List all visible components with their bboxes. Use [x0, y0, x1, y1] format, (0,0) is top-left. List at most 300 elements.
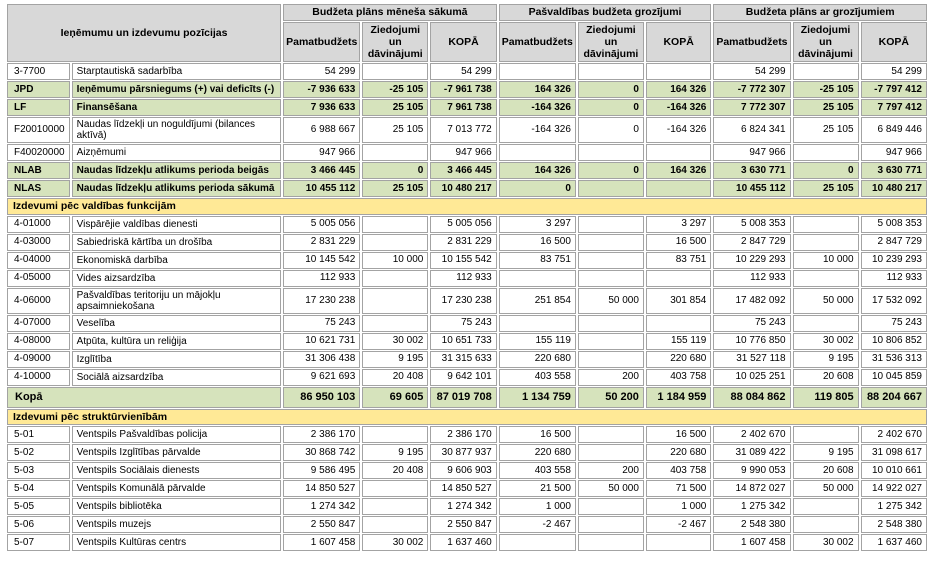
value-cell: 10 045 859	[861, 369, 927, 386]
value-cell: 30 002	[793, 534, 859, 551]
positions-column-header: Ieņēmumu un izdevumu pozīcijas	[7, 4, 281, 62]
value-cell: 10 806 852	[861, 333, 927, 350]
value-cell: 0	[578, 81, 644, 98]
value-cell: -164 326	[499, 117, 576, 143]
subheader-ziedojumi-1: Ziedojumi un dāvinājumi	[362, 22, 428, 62]
value-cell	[578, 144, 644, 161]
row-label-cell: Ventspils Kultūras centrs	[72, 534, 282, 551]
total-row-label: Kopā	[7, 387, 281, 408]
value-cell: 10 025 251	[713, 369, 790, 386]
value-cell: 30 002	[362, 333, 428, 350]
value-cell	[362, 234, 428, 251]
value-cell: 155 119	[646, 333, 711, 350]
value-cell: 0	[578, 162, 644, 179]
value-cell	[578, 216, 644, 233]
row-code-cell: 5-07	[7, 534, 70, 551]
value-cell: 2 831 229	[283, 234, 360, 251]
value-cell	[499, 270, 576, 287]
subheader-pamatbudzets-2: Pamatbudžets	[499, 22, 576, 62]
value-cell: 30 002	[793, 333, 859, 350]
value-cell: 1 275 342	[861, 498, 927, 515]
value-cell: 17 532 092	[861, 288, 927, 314]
value-cell: 1 000	[499, 498, 576, 515]
value-cell: 7 772 307	[713, 99, 790, 116]
value-cell: 1 637 460	[430, 534, 496, 551]
table-row	[7, 180, 927, 197]
value-cell: 25 105	[793, 117, 859, 143]
table-row	[7, 369, 927, 386]
value-cell: 14 872 027	[713, 480, 790, 497]
total-value-cell: 50 200	[578, 387, 644, 408]
value-cell: 2 402 670	[861, 426, 927, 443]
value-cell	[793, 516, 859, 533]
value-cell: 403 758	[646, 369, 711, 386]
value-cell	[646, 144, 711, 161]
row-code-cell: 4-03000	[7, 234, 70, 251]
subheader-pamatbudzets-3: Pamatbudžets	[713, 22, 790, 62]
value-cell: 16 500	[646, 234, 711, 251]
row-label-cell: Ventspils Sociālais dienests	[72, 462, 282, 479]
value-cell: 10 480 217	[430, 180, 496, 197]
value-cell: 9 606 903	[430, 462, 496, 479]
value-cell: 75 243	[861, 315, 927, 332]
subheader-pamatbudzets-1: Pamatbudžets	[283, 22, 360, 62]
total-row	[7, 387, 927, 408]
table-row	[7, 144, 927, 161]
value-cell: 10 455 112	[283, 180, 360, 197]
section-header-label: Izdevumi pēc valdības funkcijām	[7, 198, 927, 215]
value-cell: 16 500	[499, 234, 576, 251]
value-cell	[362, 426, 428, 443]
value-cell: 7 797 412	[861, 99, 927, 116]
subheader-kopa-2: KOPĀ	[646, 22, 711, 62]
value-cell: 9 642 101	[430, 369, 496, 386]
row-label-cell: Naudas līdzekļu atlikums perioda beigās	[72, 162, 282, 179]
value-cell	[362, 63, 428, 80]
row-code-cell: NLAB	[7, 162, 70, 179]
value-cell: 947 966	[861, 144, 927, 161]
value-cell: 1 000	[646, 498, 711, 515]
value-cell	[362, 144, 428, 161]
value-cell	[578, 444, 644, 461]
row-label-cell: Starptautiskā sadarbība	[72, 63, 282, 80]
value-cell: 5 005 056	[430, 216, 496, 233]
value-cell	[499, 144, 576, 161]
value-cell: 31 527 118	[713, 351, 790, 368]
value-cell: 16 500	[646, 426, 711, 443]
row-label-cell: Atpūta, kultūra un reliģija	[72, 333, 282, 350]
value-cell: 0	[362, 162, 428, 179]
value-cell	[499, 534, 576, 551]
row-label-cell: Ekonomiskā darbība	[72, 252, 282, 269]
row-label-cell: Sociālā aizsardzība	[72, 369, 282, 386]
subheader-kopa-3: KOPĀ	[861, 22, 927, 62]
row-code-cell: 5-05	[7, 498, 70, 515]
value-cell: -164 326	[646, 99, 711, 116]
value-cell	[793, 270, 859, 287]
value-cell: 54 299	[861, 63, 927, 80]
value-cell: 10 480 217	[861, 180, 927, 197]
table-row	[7, 252, 927, 269]
value-cell: 6 988 667	[283, 117, 360, 143]
value-cell: 31 536 313	[861, 351, 927, 368]
value-cell: 10 621 731	[283, 333, 360, 350]
subheader-kopa-1: KOPĀ	[430, 22, 496, 62]
value-cell	[499, 315, 576, 332]
row-label-cell: Veselība	[72, 315, 282, 332]
value-cell	[578, 351, 644, 368]
value-cell: -2 467	[646, 516, 711, 533]
value-cell: 2 386 170	[283, 426, 360, 443]
row-code-cell: 4-07000	[7, 315, 70, 332]
group-header-plan-month-start: Budžeta plāns mēneša sākumā	[283, 4, 497, 21]
table-row	[7, 426, 927, 443]
row-label-cell: Ieņēmumu pārsniegums (+) vai deficīts (-)	[72, 81, 282, 98]
value-cell: 1 607 458	[713, 534, 790, 551]
row-label-cell: Ventspils Pašvaldības policija	[72, 426, 282, 443]
value-cell	[362, 315, 428, 332]
value-cell: 112 933	[713, 270, 790, 287]
row-label-cell: Ventspils muzejs	[72, 516, 282, 533]
value-cell: 54 299	[283, 63, 360, 80]
value-cell: 9 621 693	[283, 369, 360, 386]
table-header	[7, 4, 927, 62]
value-cell	[646, 534, 711, 551]
value-cell: 2 831 229	[430, 234, 496, 251]
budget-table	[5, 3, 929, 552]
value-cell: 220 680	[499, 351, 576, 368]
value-cell	[793, 144, 859, 161]
value-cell: 9 195	[362, 444, 428, 461]
value-cell	[362, 498, 428, 515]
value-cell: 1 274 342	[430, 498, 496, 515]
value-cell: 20 608	[793, 462, 859, 479]
value-cell: 1 637 460	[861, 534, 927, 551]
value-cell: 75 243	[713, 315, 790, 332]
value-cell: 164 326	[499, 81, 576, 98]
total-value-cell: 88 204 667	[861, 387, 927, 408]
value-cell: 5 008 353	[713, 216, 790, 233]
table-row	[7, 480, 927, 497]
value-cell	[362, 516, 428, 533]
row-code-cell: NLAS	[7, 180, 70, 197]
value-cell: 3 630 771	[861, 162, 927, 179]
value-cell: 7 013 772	[430, 117, 496, 143]
value-cell: 0	[793, 162, 859, 179]
value-cell	[578, 426, 644, 443]
table-row	[7, 63, 927, 80]
table-row	[7, 333, 927, 350]
value-cell: 10 229 293	[713, 252, 790, 269]
value-cell: -7 797 412	[861, 81, 927, 98]
group-header-plan-with-amendments: Budžeta plāns ar grozījumiem	[713, 4, 927, 21]
row-label-cell: Pašvaldības teritoriju un mājokļu apsaimniekošana	[72, 288, 282, 314]
value-cell: 7 961 738	[430, 99, 496, 116]
row-code-cell: JPD	[7, 81, 70, 98]
value-cell: 20 408	[362, 462, 428, 479]
table-row	[7, 462, 927, 479]
value-cell: 10 776 850	[713, 333, 790, 350]
row-label-cell: Naudas līdzekļi un noguldījumi (bilances aktīvā)	[72, 117, 282, 143]
value-cell	[646, 63, 711, 80]
row-label-cell: Aizņēmumi	[72, 144, 282, 161]
value-cell: 31 089 422	[713, 444, 790, 461]
value-cell	[578, 516, 644, 533]
row-code-cell: 4-06000	[7, 288, 70, 314]
row-code-cell: F40020000	[7, 144, 70, 161]
value-cell: 112 933	[283, 270, 360, 287]
table-row	[7, 498, 927, 515]
value-cell	[578, 315, 644, 332]
value-cell: 10 651 733	[430, 333, 496, 350]
total-value-cell: 69 605	[362, 387, 428, 408]
value-cell: 6 824 341	[713, 117, 790, 143]
value-cell	[793, 498, 859, 515]
table-row	[7, 162, 927, 179]
value-cell: 14 850 527	[430, 480, 496, 497]
value-cell: 25 105	[362, 117, 428, 143]
value-cell: 20 608	[793, 369, 859, 386]
value-cell: 54 299	[430, 63, 496, 80]
value-cell: 9 195	[793, 351, 859, 368]
value-cell: 220 680	[646, 351, 711, 368]
value-cell: 2 402 670	[713, 426, 790, 443]
value-cell: 50 000	[793, 288, 859, 314]
table-row	[7, 216, 927, 233]
row-label-cell: Izglītība	[72, 351, 282, 368]
value-cell: -7 772 307	[713, 81, 790, 98]
row-code-cell: 4-05000	[7, 270, 70, 287]
row-code-cell: 5-02	[7, 444, 70, 461]
value-cell: 7 936 633	[283, 99, 360, 116]
row-code-cell: 5-04	[7, 480, 70, 497]
table-row	[7, 234, 927, 251]
table-row	[7, 351, 927, 368]
value-cell	[793, 426, 859, 443]
value-cell: 9 586 495	[283, 462, 360, 479]
value-cell: 251 854	[499, 288, 576, 314]
value-cell: -25 105	[362, 81, 428, 98]
value-cell: 25 105	[362, 99, 428, 116]
value-cell: 30 868 742	[283, 444, 360, 461]
value-cell: 947 966	[283, 144, 360, 161]
value-cell: 403 558	[499, 369, 576, 386]
value-cell: -7 936 633	[283, 81, 360, 98]
row-code-cell: 4-04000	[7, 252, 70, 269]
section-header-label: Izdevumi pēc struktūrvienībām	[7, 409, 927, 426]
value-cell: 403 558	[499, 462, 576, 479]
value-cell	[793, 234, 859, 251]
value-cell: 10 155 542	[430, 252, 496, 269]
row-code-cell: 5-06	[7, 516, 70, 533]
value-cell: 75 243	[430, 315, 496, 332]
row-label-cell: Naudas līdzekļu atlikums perioda sākumā	[72, 180, 282, 197]
row-label-cell: Finansēšana	[72, 99, 282, 116]
value-cell: 220 680	[499, 444, 576, 461]
value-cell: 220 680	[646, 444, 711, 461]
value-cell: 50 000	[578, 480, 644, 497]
value-cell	[578, 180, 644, 197]
value-cell: 2 550 847	[283, 516, 360, 533]
value-cell: 301 854	[646, 288, 711, 314]
table-row	[7, 444, 927, 461]
value-cell: 9 990 053	[713, 462, 790, 479]
value-cell: 1 274 342	[283, 498, 360, 515]
value-cell: -164 326	[646, 117, 711, 143]
value-cell: 17 230 238	[283, 288, 360, 314]
table-row	[7, 270, 927, 287]
value-cell: -7 961 738	[430, 81, 496, 98]
value-cell: 5 005 056	[283, 216, 360, 233]
value-cell: 20 408	[362, 369, 428, 386]
value-cell: 31 098 617	[861, 444, 927, 461]
table-row	[7, 534, 927, 551]
total-value-cell: 119 805	[793, 387, 859, 408]
value-cell: 2 847 729	[861, 234, 927, 251]
value-cell: 2 548 380	[713, 516, 790, 533]
table-row	[7, 315, 927, 332]
value-cell: 1 275 342	[713, 498, 790, 515]
value-cell	[578, 534, 644, 551]
row-code-cell: 4-01000	[7, 216, 70, 233]
table-row	[7, 288, 927, 314]
value-cell: 25 105	[793, 180, 859, 197]
value-cell: 83 751	[499, 252, 576, 269]
group-header-budget-amendments: Pašvaldības budžeta grozījumi	[499, 4, 712, 21]
section-header-row	[7, 409, 927, 426]
table-body	[7, 63, 927, 551]
value-cell: 112 933	[861, 270, 927, 287]
value-cell: 25 105	[793, 99, 859, 116]
value-cell: 200	[578, 369, 644, 386]
value-cell: 1 607 458	[283, 534, 360, 551]
value-cell	[646, 315, 711, 332]
value-cell	[646, 270, 711, 287]
value-cell	[578, 234, 644, 251]
row-label-cell: Ventspils Komunālā pārvalde	[72, 480, 282, 497]
value-cell	[646, 180, 711, 197]
value-cell: 71 500	[646, 480, 711, 497]
row-code-cell: LF	[7, 99, 70, 116]
value-cell: 10 239 293	[861, 252, 927, 269]
value-cell: 9 195	[362, 351, 428, 368]
value-cell: 0	[578, 117, 644, 143]
row-code-cell: 3-7700	[7, 63, 70, 80]
value-cell: 75 243	[283, 315, 360, 332]
value-cell: 3 466 445	[283, 162, 360, 179]
value-cell	[499, 63, 576, 80]
value-cell: 31 315 633	[430, 351, 496, 368]
value-cell: 25 105	[362, 180, 428, 197]
value-cell: 164 326	[646, 162, 711, 179]
value-cell: 3 297	[646, 216, 711, 233]
value-cell: 50 000	[578, 288, 644, 314]
value-cell	[793, 216, 859, 233]
total-value-cell: 88 084 862	[713, 387, 790, 408]
row-code-cell: 5-03	[7, 462, 70, 479]
value-cell: -2 467	[499, 516, 576, 533]
row-code-cell: 4-09000	[7, 351, 70, 368]
value-cell: 3 297	[499, 216, 576, 233]
value-cell: 200	[578, 462, 644, 479]
value-cell	[362, 288, 428, 314]
value-cell: 54 299	[713, 63, 790, 80]
value-cell: 10 145 542	[283, 252, 360, 269]
subheader-ziedojumi-2: Ziedojumi un dāvinājumi	[578, 22, 644, 62]
section-header-row	[7, 198, 927, 215]
value-cell: 164 326	[499, 162, 576, 179]
value-cell: 403 758	[646, 462, 711, 479]
total-value-cell: 1 184 959	[646, 387, 711, 408]
value-cell: 947 966	[430, 144, 496, 161]
value-cell: -25 105	[793, 81, 859, 98]
total-value-cell: 86 950 103	[283, 387, 360, 408]
value-cell: 14 922 027	[861, 480, 927, 497]
value-cell: 155 119	[499, 333, 576, 350]
table-row	[7, 117, 927, 143]
table-row	[7, 81, 927, 98]
group-header-row	[7, 4, 927, 21]
value-cell	[362, 480, 428, 497]
value-cell: 2 847 729	[713, 234, 790, 251]
total-value-cell: 1 134 759	[499, 387, 576, 408]
value-cell: 947 966	[713, 144, 790, 161]
value-cell	[362, 216, 428, 233]
value-cell: 3 630 771	[713, 162, 790, 179]
value-cell: 2 548 380	[861, 516, 927, 533]
value-cell: 14 850 527	[283, 480, 360, 497]
table-row	[7, 99, 927, 116]
row-label-cell: Ventspils bibliotēka	[72, 498, 282, 515]
value-cell: 10 000	[793, 252, 859, 269]
value-cell: 164 326	[646, 81, 711, 98]
value-cell: 112 933	[430, 270, 496, 287]
value-cell: 3 466 445	[430, 162, 496, 179]
value-cell: 2 386 170	[430, 426, 496, 443]
value-cell: 10 000	[362, 252, 428, 269]
row-label-cell: Vispārējie valdības dienesti	[72, 216, 282, 233]
value-cell	[578, 333, 644, 350]
value-cell: 6 849 446	[861, 117, 927, 143]
value-cell	[362, 270, 428, 287]
value-cell: 30 002	[362, 534, 428, 551]
value-cell: 9 195	[793, 444, 859, 461]
row-code-cell: 5-01	[7, 426, 70, 443]
value-cell	[578, 498, 644, 515]
value-cell: 10 010 661	[861, 462, 927, 479]
value-cell: 17 482 092	[713, 288, 790, 314]
value-cell: 0	[578, 99, 644, 116]
value-cell: -164 326	[499, 99, 576, 116]
row-label-cell: Ventspils Izglītības pārvalde	[72, 444, 282, 461]
table-row	[7, 516, 927, 533]
value-cell: 50 000	[793, 480, 859, 497]
row-label-cell: Vides aizsardzība	[72, 270, 282, 287]
row-label-cell: Sabiedriskā kārtība un drošība	[72, 234, 282, 251]
row-code-cell: 4-08000	[7, 333, 70, 350]
value-cell	[793, 63, 859, 80]
value-cell: 21 500	[499, 480, 576, 497]
value-cell: 0	[499, 180, 576, 197]
value-cell	[793, 315, 859, 332]
value-cell: 16 500	[499, 426, 576, 443]
row-code-cell: 4-10000	[7, 369, 70, 386]
value-cell: 5 008 353	[861, 216, 927, 233]
value-cell	[578, 63, 644, 80]
subheader-ziedojumi-3: Ziedojumi un dāvinājumi	[793, 22, 859, 62]
value-cell: 31 306 438	[283, 351, 360, 368]
value-cell: 30 877 937	[430, 444, 496, 461]
